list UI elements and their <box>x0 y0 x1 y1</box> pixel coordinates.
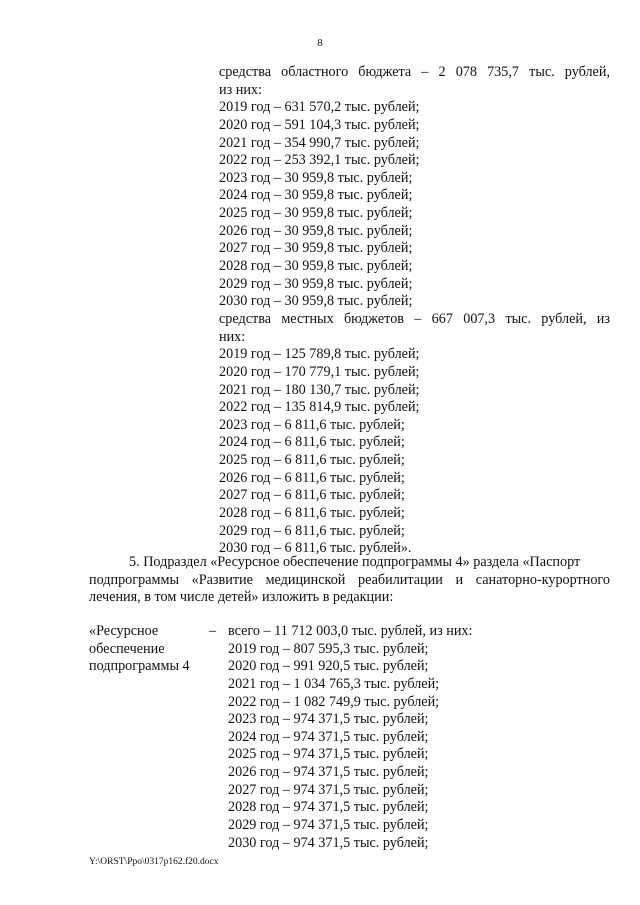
local-year-line: 2026 год – 6 811,6 тыс. рублей; <box>219 469 405 486</box>
local-year-line: 2027 год – 6 811,6 тыс. рублей; <box>219 487 405 504</box>
regional-year-line: 2027 год – 30 959,8 тыс. рублей; <box>219 240 413 257</box>
regional-year-line: 2019 год – 631 570,2 тыс. рублей; <box>219 99 420 116</box>
resource-total: всего – 11 712 003,0 тыс. рублей, из них: <box>228 623 473 639</box>
file-path-footer: Y:\ORST\Ppo\0317p162.f20.docx <box>89 857 219 867</box>
regional-year-line: 2020 год – 591 104,3 тыс. рублей; <box>219 116 420 133</box>
resource-year-line: 2022 год – 1 082 749,9 тыс. рублей; <box>228 693 440 710</box>
regional-year-line: 2023 год – 30 959,8 тыс. рублей; <box>219 169 413 186</box>
resource-year-line: 2028 год – 974 371,5 тыс. рублей; <box>228 799 429 816</box>
resource-year-line: 2021 год – 1 034 765,3 тыс. рублей; <box>228 675 440 692</box>
paragraph-5-line: подпрограммы «Развитие медицинской реабилитации и санаторно-курортного <box>89 571 610 588</box>
resource-year-line: 2019 год – 807 595,3 тыс. рублей; <box>228 640 429 657</box>
local-year-line: 2019 год – 125 789,8 тыс. рублей; <box>219 346 420 363</box>
resource-year-line: 2023 год – 974 371,5 тыс. рублей; <box>228 711 429 728</box>
resource-year-line: 2029 год – 974 371,5 тыс. рублей; <box>228 817 429 834</box>
resource-year-line: 2024 год – 974 371,5 тыс. рублей; <box>228 728 429 745</box>
local-year-line: 2025 год – 6 811,6 тыс. рублей; <box>219 452 405 469</box>
regional-budget-section <box>219 64 610 558</box>
local-year-line: 2030 год – 6 811,6 тыс. рублей». <box>219 540 412 557</box>
regional-year-line: 2029 год – 30 959,8 тыс. рублей; <box>219 275 413 292</box>
resource-year-line: 2025 год – 974 371,5 тыс. рублей; <box>228 746 429 763</box>
regional-budget-intro-cont: из них: <box>219 81 262 98</box>
regional-year-line: 2030 год – 30 959,8 тыс. рублей; <box>219 293 413 310</box>
resource-year-line: 2027 год – 974 371,5 тыс. рублей; <box>228 781 429 798</box>
resource-year-line: 2020 год – 991 920,5 тыс. рублей; <box>228 658 429 675</box>
resource-year-line: 2026 год – 974 371,5 тыс. рублей; <box>228 764 429 781</box>
regional-year-line: 2025 год – 30 959,8 тыс. рублей; <box>219 205 413 222</box>
page-number: 8 <box>317 37 323 49</box>
regional-year-line: 2026 год – 30 959,8 тыс. рублей; <box>219 222 413 239</box>
resource-label <box>89 623 209 676</box>
resource-dash: – <box>209 623 217 639</box>
resource-label-line: подпрограммы 4 <box>89 658 190 675</box>
local-year-line: 2029 год – 6 811,6 тыс. рублей; <box>219 522 405 539</box>
local-budget-intro: средства местных бюджетов – 667 007,3 тыс. рублей, из <box>219 310 610 327</box>
paragraph-5-line: лечения, в том числе детей» изложить в редакции: <box>89 589 394 606</box>
resource-values <box>228 623 610 852</box>
regional-year-line: 2021 год – 354 990,7 тыс. рублей; <box>219 134 420 151</box>
local-year-line: 2023 год – 6 811,6 тыс. рублей; <box>219 416 405 433</box>
resource-label-line: «Ресурсное <box>89 623 159 639</box>
regional-year-line: 2028 год – 30 959,8 тыс. рублей; <box>219 258 413 275</box>
paragraph-5-line: 5. Подраздел «Ресурсное обеспечение подпрограммы 4» раздела «Паспорт <box>129 554 581 570</box>
local-year-line: 2024 год – 6 811,6 тыс. рублей; <box>219 434 405 451</box>
local-year-line: 2028 год – 6 811,6 тыс. рублей; <box>219 505 405 522</box>
local-year-line: 2020 год – 170 779,1 тыс. рублей; <box>219 363 420 380</box>
paragraph-5 <box>89 554 610 607</box>
local-budget-intro-cont: них: <box>219 328 246 345</box>
local-year-line: 2021 год – 180 130,7 тыс. рублей; <box>219 381 420 398</box>
local-year-line: 2022 год – 135 814,9 тыс. рублей; <box>219 399 420 416</box>
resource-label-line: обеспечение <box>89 640 165 657</box>
regional-year-line: 2024 год – 30 959,8 тыс. рублей; <box>219 187 413 204</box>
resource-year-line: 2030 год – 974 371,5 тыс. рублей; <box>228 834 429 851</box>
regional-year-line: 2022 год – 253 392,1 тыс. рублей; <box>219 152 420 169</box>
regional-budget-intro: средства областного бюджета – 2 078 735,7 тыс. рублей, <box>219 64 610 80</box>
